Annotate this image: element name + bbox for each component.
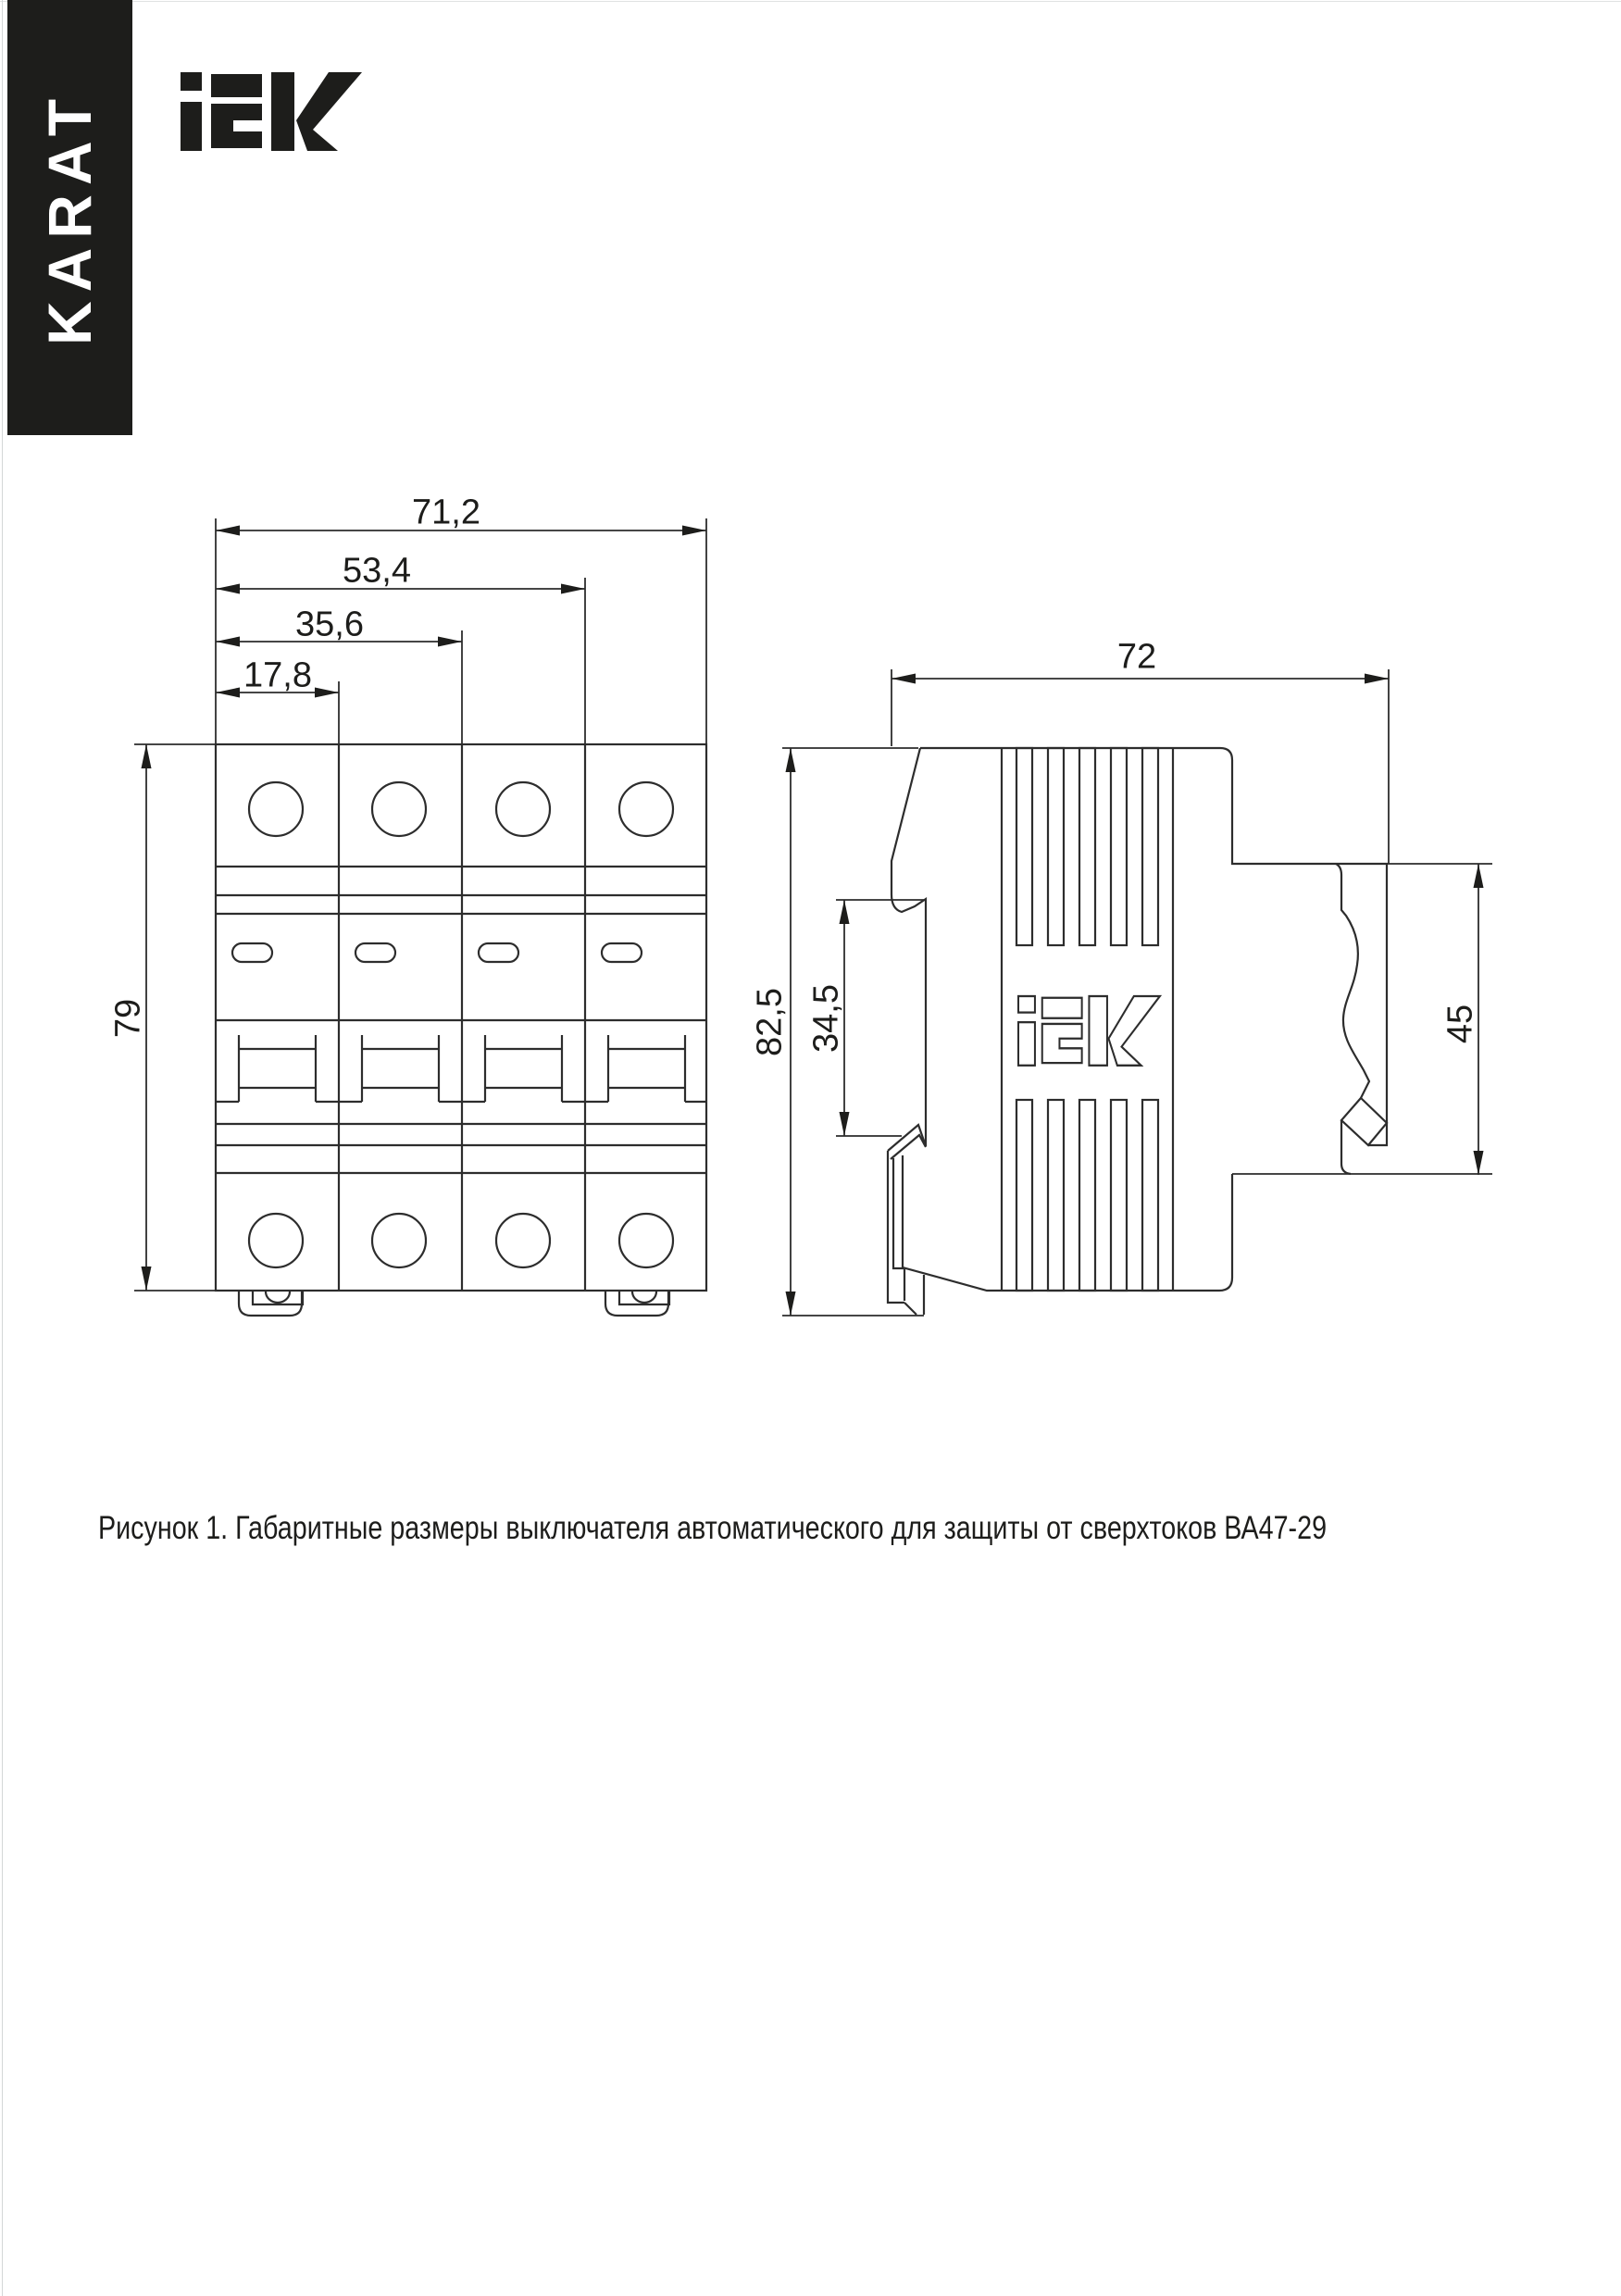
din-clip	[239, 1291, 303, 1316]
front-view-dimensions	[134, 518, 706, 1291]
side-front-part-dim: 45	[1440, 1004, 1480, 1044]
front-height-dim: 79	[108, 998, 148, 1039]
figure-caption: Рисунок 1. Габаритные размеры выключателя автоматического для защиты от сверхтоков ВА47-29	[98, 1510, 1328, 1546]
side-rail-recess-dim: 34,5	[806, 984, 846, 1053]
front-total-width-dim: 71,2	[412, 493, 480, 532]
toggle-lever	[1341, 1098, 1387, 1145]
side-view	[888, 748, 1387, 1315]
front-1pole-width-dim: 17,8	[243, 655, 312, 695]
side-depth-dim: 72	[1116, 637, 1157, 677]
brand-label: KARAT	[35, 89, 105, 346]
front-3pole-width-dim: 53,4	[343, 551, 411, 591]
front-2pole-width-dim: 35,6	[295, 605, 364, 644]
side-height-dim: 82,5	[750, 988, 790, 1056]
front-view	[216, 744, 706, 1316]
iek-logo-engraved	[1018, 996, 1160, 1066]
din-clip	[605, 1291, 669, 1316]
